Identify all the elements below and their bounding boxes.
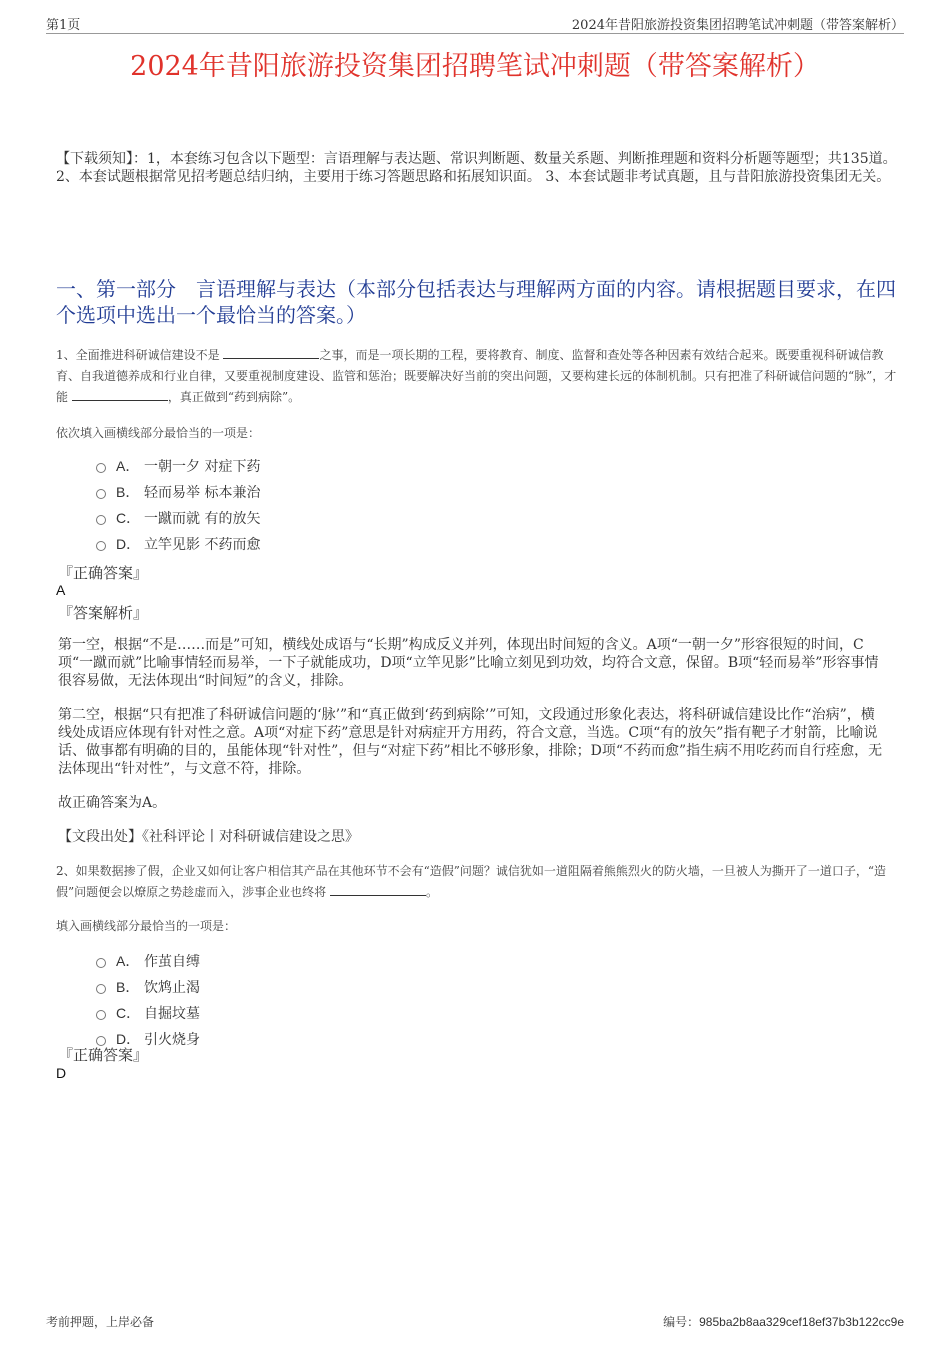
option-text: 立竿见影 不药而愈 [144,537,261,553]
option-letter: C． [116,510,141,526]
question-1-option-c[interactable] [96,508,260,528]
option-letter: B． [116,979,140,995]
question-2-text [56,861,898,903]
question-1-part-b: 之事，而是一项长期的工程，要将教育、制度、监督和查处等各种因素有效结合起来。既要重视科研诚信教育、自我道德养成和行业自律，又要重视制度建设、监管和惩治；既要解决好当前的突出问题，又要构建长远的体制机制。只有把准了科研诚信问题的“脉”，才能 [56,348,897,404]
radio-icon[interactable] [96,489,106,499]
correct-answer-label: 『正确答案』 [58,1046,149,1064]
answer-blank [223,346,319,359]
question-1-option-a[interactable] [96,456,260,476]
option-text: 一蹴而就 有的放矢 [144,511,261,527]
option-letter: D． [116,536,141,552]
question-1-text [56,345,898,408]
question-2-option-b[interactable] [96,977,200,997]
correct-answer: D [56,1065,67,1081]
analysis-conclusion: 故正确答案为A。 [58,795,167,811]
option-letter: C． [116,1005,141,1021]
question-1-option-d[interactable] [96,534,260,554]
question-1-part-a: 1、全面推进科研诚信建设不是 [56,348,224,362]
radio-icon[interactable] [96,1010,106,1020]
radio-icon[interactable] [96,541,106,551]
section-heading: 一、第一部分 言语理解与表达（本部分包括表达与理解两方面的内容。请根据题目要求，在四个选项中选出一个最恰当的答案。） [56,277,896,327]
radio-icon[interactable] [96,463,106,473]
radio-icon[interactable] [96,958,106,968]
footer-slogan: 考前押题，上岸必备 [46,1315,155,1329]
option-letter: A． [116,458,140,474]
radio-icon[interactable] [96,515,106,525]
question-1-prompt: 依次填入画横线部分最恰当的一项是： [56,426,261,440]
page-number: 第1页 [46,18,81,33]
header-doc-title: 2024年昔阳旅游投资集团招聘笔试冲刺题（带答案解析） [571,18,904,33]
header-divider [46,33,904,34]
option-letter: B． [116,484,140,500]
question-2-option-a[interactable] [96,951,200,971]
option-text: 作茧自缚 [144,954,200,970]
analysis-paragraph-1: 第一空，根据“不是……而是”可知，横线处成语与“长期”构成反义并列，体现出时间短的含义。A项“一朝一夕”形容很短的时间，C项“一蹴而就”比喻事情轻而易举，一下子就能成功，D项“立竿见影”比喻立刻见到功效，均符合文意，保留。B项“轻而易举”形容事情很容易做，无法体现出“时间短”的含义，排除。 [58,637,879,689]
option-text: 一朝一夕 对症下药 [144,459,261,475]
option-text: 引火烧身 [144,1032,200,1048]
analysis-paragraph-2: 第二空，根据“只有把准了科研诚信问题的‘脉’”和“真正做到‘药到病除’”可知，文段通过形象化表达，将科研诚信建设比作“治病”，横线处成语应体现有针对性之意。A项“对症下药”意思是针对病症开方用药，符合文意，当选。C项“有的放矢”指有靶子才射箭，比喻说话、做事都有明确的目的，虽能体现“针对性”，但与“对症下药”相比不够形象，排除；D项“不药而愈”指生病不用吃药而自行痊愈，无法体现出“针对性”，与文意不符，排除。 [58,707,883,777]
question-2-part-b: 。 [425,885,438,899]
option-letter: A． [116,953,140,969]
question-1-option-b[interactable] [96,482,260,502]
question-1-part-c: ，真正做到“药到病除”。 [167,390,301,404]
analysis-label: 『答案解析』 [58,604,149,622]
correct-answer: A [56,582,66,598]
option-text: 轻而易举 标本兼治 [144,485,261,501]
passage-source: 【文段出处】《社科评论丨对科研诚信建设之思》 [58,829,359,845]
answer-blank [330,883,426,896]
footer-code-value: 985ba2b8aa329cef18ef37b3b122cc9e [699,1315,904,1329]
option-letter: D． [116,1031,141,1047]
question-2-prompt: 填入画横线部分最恰当的一项是： [56,919,237,933]
answer-blank [72,388,168,401]
footer-code-label: 编号： [663,1315,700,1329]
footer-code [663,1313,904,1330]
download-notice: 【下载须知】：1，本套练习包含以下题型：言语理解与表达题、常识判断题、数量关系题、判断推理题和资料分析题等题型；共135道。 2、本套试题根据常见招考题总结归纳，主要用于练习答题思路和拓展知识面。 3、本套试题非考试真题，且与昔阳旅游投资集团无关。 [56,151,897,185]
question-2-option-c[interactable] [96,1003,200,1023]
option-text: 饮鸩止渴 [144,980,200,996]
correct-answer-label: 『正确答案』 [58,564,149,582]
question-2-part-a: 2、如果数据掺了假，企业又如何让客户相信其产品在其他环节不会有“造假”问题？诚信犹如一道阻隔着熊熊烈火的防火墙，一旦被人为撕开了一道口子，“造假”问题便会以燎原之势趁虚而入，涉事企业也终将 [56,864,887,899]
page-title: 2024年昔阳旅游投资集团招聘笔试冲刺题（带答案解析） [130,51,820,82]
option-text: 自掘坟墓 [144,1006,200,1022]
radio-icon[interactable] [96,984,106,994]
